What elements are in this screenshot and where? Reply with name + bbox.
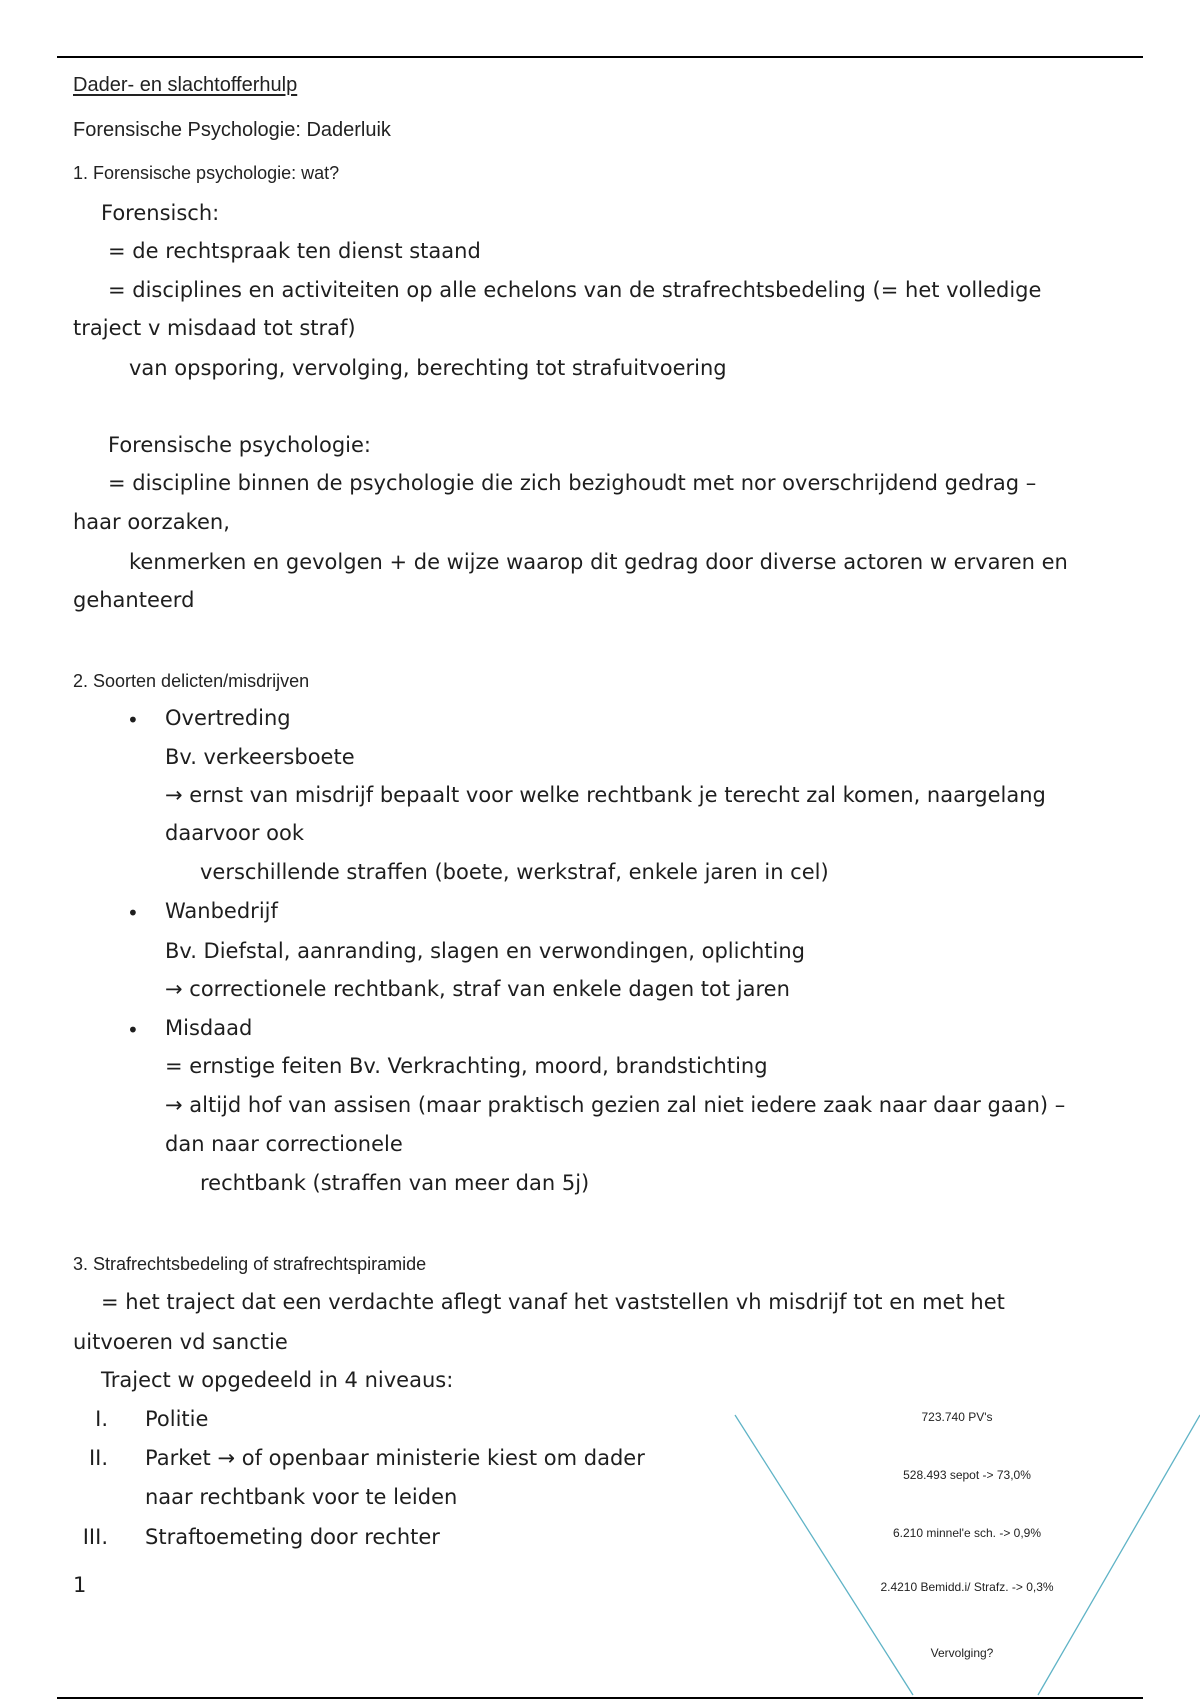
section-1-line: van opsporing, vervolging, berechting tot strafuitvoering	[129, 356, 727, 380]
section-1-line: kenmerken en gevolgen + de wijze waarop dit gedrag door diverse actoren w ervaren en	[129, 550, 1068, 574]
section-1-line: Forensisch:	[101, 201, 220, 225]
section-1-line: = de rechtspraak ten dienst staand	[108, 239, 481, 263]
level-text: Parket → of openbaar ministerie kiest om dader	[145, 1446, 645, 1470]
delict-detail-line: Bv. Diefstal, aanranding, slagen en verwondingen, oplichting	[165, 939, 806, 963]
section-3-line: Traject w opgedeeld in 4 niveaus:	[101, 1368, 454, 1392]
level-text: naar rechtbank voor te leiden	[145, 1485, 458, 1509]
delict-detail-line: dan naar correctionele	[165, 1132, 403, 1156]
section-2-heading: 2. Soorten delicten/misdrijven	[73, 671, 310, 691]
pyramid-label: 528.493 sepot -> 73,0%	[903, 1468, 1031, 1482]
top-rule	[57, 56, 1143, 58]
section-1-line: = disciplines en activiteiten op alle echelons van de strafrechtsbedeling (= het volledige	[108, 278, 1042, 302]
delict-detail-line: verschillende straffen (boete, werkstraf, enkele jaren in cel)	[200, 860, 829, 884]
delict-detail-line: → altijd hof van assisen (maar praktisch gezien zal niet iedere zaak naar daar gaan) –	[165, 1093, 1066, 1117]
section-1-heading: 1. Forensische psychologie: wat?	[73, 163, 340, 183]
document-subtitle: Forensische Psychologie: Daderluik	[73, 119, 391, 141]
delict-detail-line: rechtbank (straffen van meer dan 5j)	[200, 1171, 590, 1195]
delict-type-title: Wanbedrijf	[165, 899, 278, 923]
bullet-dot: •	[127, 1018, 139, 1042]
course-title: Dader- en slachtofferhulp	[73, 74, 298, 96]
strafrecht-pyramid-diagram	[730, 1395, 1200, 1700]
section-1-line: Forensische psychologie:	[108, 433, 371, 457]
section-3-line: = het traject dat een verdachte aflegt vanaf het vaststellen vh misdrijf tot en met het	[101, 1290, 1005, 1314]
pyramid-right-edge	[1038, 1415, 1200, 1695]
pyramid-left-edge	[735, 1415, 913, 1695]
delict-detail-line: daarvoor ook	[165, 821, 304, 845]
section-1-line: gehanteerd	[73, 588, 195, 612]
section-3-line: uitvoeren vd sanctie	[73, 1330, 288, 1354]
bullet-dot: •	[127, 708, 139, 732]
pyramid-label: Vervolging?	[930, 1646, 994, 1660]
page-number: 1	[73, 1573, 87, 1597]
delict-type-title: Overtreding	[165, 706, 291, 730]
section-1-line: = discipline binnen de psychologie die zich bezighoudt met nor overschrijdend gedrag –	[108, 471, 1037, 495]
pyramid-label: 723.740 PV's	[921, 1410, 993, 1424]
section-1-line: traject v misdaad tot straf)	[73, 316, 356, 340]
delict-detail-line: Bv. verkeersboete	[165, 745, 355, 769]
section-1-line: haar oorzaken,	[73, 510, 230, 534]
delict-detail-line: → correctionele rechtbank, straf van enkele dagen tot jaren	[165, 977, 790, 1001]
section-3-heading: 3. Strafrechtsbedeling of strafrechtspiramide	[73, 1254, 427, 1274]
pyramid-label: 6.210 minnel'e sch. -> 0,9%	[892, 1526, 1042, 1540]
level-number: II.	[88, 1446, 108, 1470]
bullet-dot: •	[127, 901, 139, 925]
delict-detail-line: = ernstige feiten Bv. Verkrachting, moord, brandstichting	[165, 1054, 768, 1078]
level-text: Politie	[145, 1407, 209, 1431]
level-text: Straftoemeting door rechter	[145, 1525, 440, 1549]
delict-type-title: Misdaad	[165, 1016, 253, 1040]
pyramid-label: 2.4210 Bemidd.i/ Strafz. -> 0,3%	[880, 1580, 1054, 1594]
bottom-rule	[57, 1697, 1143, 1699]
level-number: I.	[95, 1407, 108, 1431]
delict-detail-line: → ernst van misdrijf bepaalt voor welke rechtbank je terecht zal komen, naargelang	[165, 783, 1046, 807]
level-number: III.	[82, 1525, 108, 1549]
